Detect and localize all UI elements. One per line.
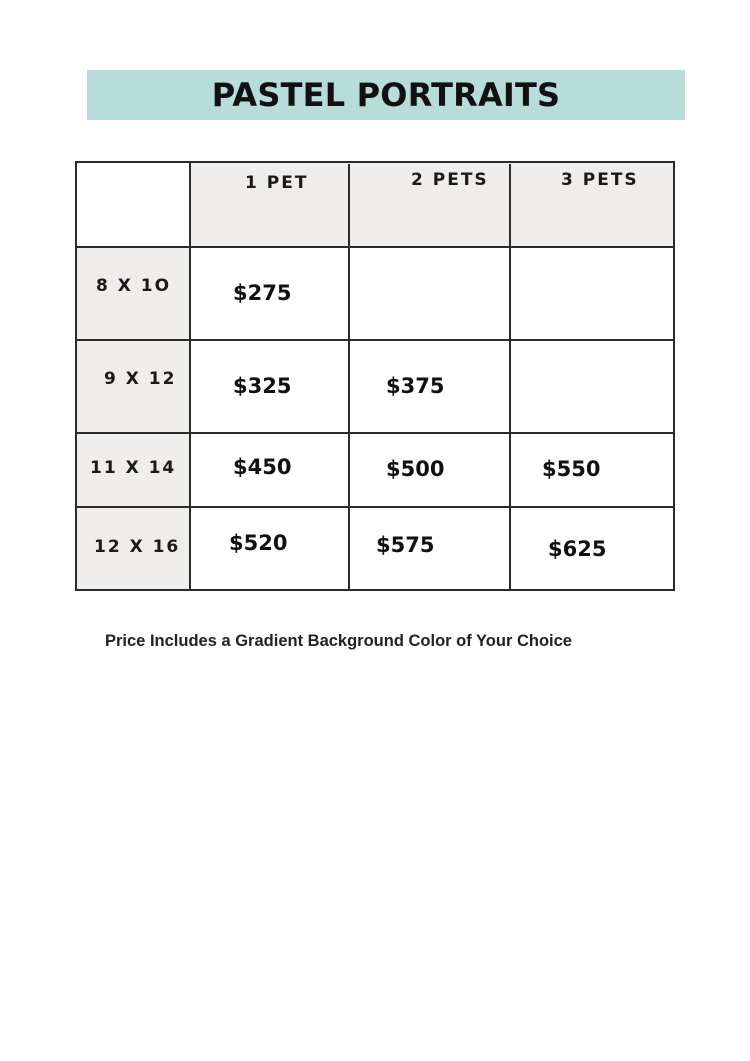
price-12x16-2-pets: $575 [376, 533, 435, 557]
size-label-8x10: 8 X 1O [96, 276, 172, 296]
price-9x12-2-pets: $375 [386, 374, 445, 398]
table-border-top [75, 161, 675, 163]
table-divider-col-1 [189, 161, 191, 591]
table-divider-row-4 [75, 506, 675, 508]
column-header-1-pet: 1 PET [245, 173, 309, 193]
column-header-3-pets: 3 PETS [561, 170, 639, 190]
price-footnote: Price Includes a Gradient Background Color of Your Choice [105, 632, 572, 650]
page-title: PASTEL PORTRAITS [211, 76, 561, 114]
size-label-9x12: 9 X 12 [104, 369, 177, 389]
table-border-left [75, 161, 77, 591]
column-header-2-pets: 2 PETS [411, 170, 489, 190]
table-divider-col-3 [509, 164, 511, 591]
price-11x14-2-pets: $500 [386, 457, 445, 481]
table-border-bottom [75, 589, 675, 591]
table-divider-row-2 [75, 339, 675, 341]
table-divider-row-3 [75, 432, 675, 434]
size-label-11x14: 11 X 14 [90, 458, 177, 478]
price-11x14-3-pets: $550 [542, 457, 601, 481]
table-divider-row-1 [75, 246, 675, 248]
title-banner [87, 70, 685, 120]
price-12x16-3-pets: $625 [548, 537, 607, 561]
table-border-right [673, 162, 675, 591]
price-table [75, 161, 675, 591]
size-label-12x16: 12 X 16 [94, 537, 181, 557]
price-11x14-1-pet: $450 [233, 455, 292, 479]
price-8x10-1-pet: $275 [233, 281, 292, 305]
price-12x16-1-pet: $520 [229, 531, 288, 555]
price-9x12-1-pet: $325 [233, 374, 292, 398]
table-divider-col-2 [348, 164, 350, 591]
